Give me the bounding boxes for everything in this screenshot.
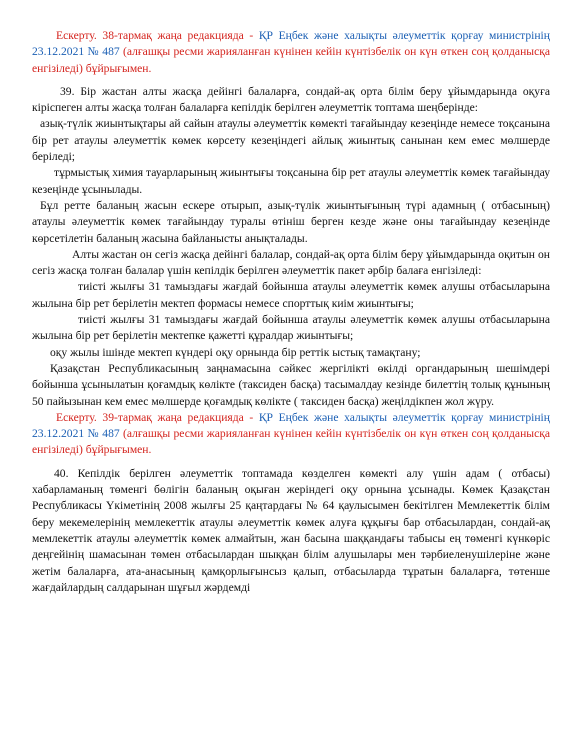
paragraph-public-transport: Қазақстан Республикасының заңнамасына сәйкес жергілікті өкілді органдарының шешімдері бойынша ұсынылатын қоғамдық көлікте (таксиден басқа) тасымалдау кезінде билеттің толық құнының 50 пайызынан кем емес мөлшерде қоғамдық көлікте ( таксиден басқа) жеңілдікпен жол жүру. (32, 361, 550, 408)
paragraph-39-intro: 39. Бір жастан алты жасқа дейінгі балаларға, сондай-ақ орта білім беру ұйымдарында оқуға кіріспеген алты жасқа толған балаларға кепілдік берілген әлеуметтік топтама шеңберінде: (32, 84, 550, 115)
note-suffix: (алғашқы ресми жарияланған күнінен кейін күнтізбелік он күн өткен соң қолданысқа енгізіледі) бұйрығымен. (32, 427, 550, 457)
paragraph-household-chemicals: тұрмыстық химия тауарларының жиынтығы тоқсанына бір рет атаулы әлеуметтік көмек тағайындау кезеңінде ұсынылады. (32, 166, 550, 196)
paragraph-school-age: Алты жастан он сегіз жасқа дейінгі балалар, сондай-ақ орта білім беру ұйымдарында оқитын он сегіз жасқа толған балалар үшін кепілдік берілген әлеуметтік пакет әрбір балаға енгізіледі: (32, 247, 550, 278)
paragraph-school-uniform: тиісті жылғы 31 тамыздағы жағдай бойынша атаулы әлеуметтік көмек алушы отбасыларына жылына бір рет берілетін мектеп формасы немесе спорттық киім жиынтығы; (32, 280, 550, 310)
order-link[interactable]: ҚР Еңбек және халықты әлеуметтік қорғау министрінің 23.12.2021 № 487 (32, 29, 550, 59)
paragraph-hot-meal: оқу жылы ішінде мектеп күндері оқу орнында бір реттік ыстық тамақтану; (50, 345, 421, 359)
order-link[interactable]: ҚР Еңбек және халықты әлеуметтік қорғау министрінің 23.12.2021 № 487 (32, 410, 550, 441)
paragraph-food-sets: азық-түлік жиынтықтары ай сайын атаулы әлеуметтік көмекті тағайындау кезеңінде немесе тоқсанына бір рет атаулы әлеуметтік көмек көрсету кезеңіндегі айлық жиынтық санынан кем емес мөлшерде беріледі; (32, 117, 550, 164)
note-prefix: Ескерту. 38-тармақ жаңа редакцияда - (56, 29, 259, 42)
paragraph-40: 40. Кепілдік берілген әлеуметтік топтамада көзделген көмекті алу үшін адам ( отбасы) хабарламаның төменгі бөлігін баланың оқыған жеріндегі оқу орнына ұсынады. Көмек Қазақстан Республикасы Үкіметінің 2008 жылғы 25 қаңтардағы № 64 қаулысымен бекітілген Мемлекеттік білім беру мекемелерінің мемлекеттік атаулы әлеуметтік көмек алуға құқығы бар отбасылардан, сондай-ақ мемлекеттік атаулы әлеуметтік көмек алмайтын, жан басына шаққандағы табысы ең төменгі күнкөріс деңгейінің шамасынан төмен отбасылардан шыққан білім алушылары мен тәрбиеленушілеріне және жетім балаларға, ата-анасының қамқорлығынсыз қалып, отбасыларда тұратын балаларға, төтенше жағдайлардың салдарынан шұғыл жәрдемді (32, 466, 550, 594)
note-suffix: (алғашқы ресми жарияланған күнінен кейін күнтізбелік он күн өткен соң қолданысқа енгізіледі) бұйрығымен. (32, 45, 550, 75)
editorial-note-38 (32, 28, 550, 77)
note-prefix: Ескерту. 39-тармақ жаңа редакцияда - (56, 410, 259, 424)
editorial-note-39 (32, 410, 550, 459)
paragraph-school-supplies: тиісті жылғы 31 тамыздағы жағдай бойынша атаулы әлеуметтік көмек алушы отбасыларына жылына бір рет берілетін мектепке қажетті құралдар жиынтығы; (32, 313, 550, 343)
paragraph-child-age: Бұл ретте баланың жасын ескере отырып, азық-түлік жиынтығының түрі адамның ( отбасының) атаулы әлеуметтік көмек тағайындау туралы өтініш берген кезде және оны тағайындау кезеңінде көрсетілетін баланың жасына байланысты анықталады. (32, 198, 550, 245)
